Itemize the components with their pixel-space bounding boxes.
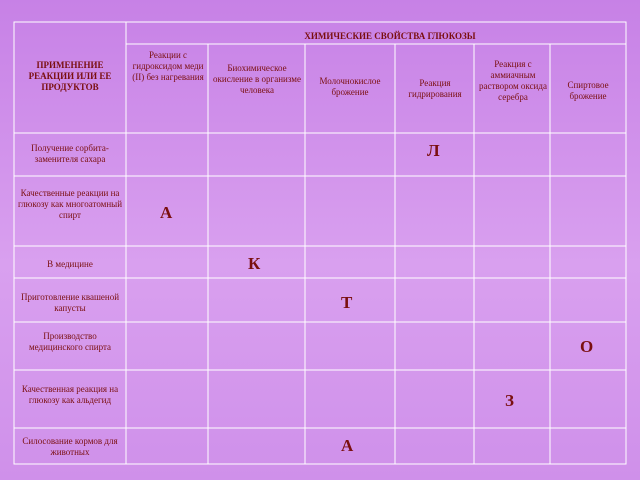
row-header-1: Получение сорбита- заменителя сахара — [31, 143, 109, 164]
column-header-2: Биохимическое окисление в организме человека — [213, 63, 301, 95]
column-header-4: Реакция гидрирования — [408, 78, 462, 99]
row-header-5: Производство медицинского спирта — [28, 331, 112, 352]
group-header: ХИМИЧЕСКИЕ СВОЙСТВА ГЛЮКОЗЫ — [304, 31, 476, 41]
row-header-4: Приготовление квашеной капусты — [20, 292, 120, 313]
cell-letter: О — [580, 337, 594, 356]
corner-header: ПРИМЕНЕНИЕ РЕАКЦИИ ИЛИ ЕЕ ПРОДУКТОВ — [28, 60, 112, 92]
cell-letter: А — [160, 203, 173, 222]
cell-letter: К — [248, 254, 261, 273]
row-header-3: В медицине — [47, 259, 93, 269]
row-header-2: Качественные реакции на глюкозу как многоатомный спирт — [17, 188, 123, 220]
column-header-1: Реакции с гидроксидом меди (II) без нагревания — [132, 50, 204, 82]
row-header-6: Качественная реакция на глюкозу как альдегид — [21, 384, 119, 405]
cell-letter: Л — [427, 141, 440, 160]
column-header-6: Спиртовое брожение — [567, 80, 609, 101]
column-header-3: Молочнокислое брожение — [319, 76, 381, 97]
row-header-7: Силосование кормов для животных — [22, 436, 118, 457]
column-header-5: Реакция с аммиачным раствором оксида серебра — [479, 59, 547, 102]
cell-letter: З — [505, 391, 514, 410]
cell-letter: А — [341, 436, 354, 455]
cell-letter: Т — [341, 293, 353, 312]
